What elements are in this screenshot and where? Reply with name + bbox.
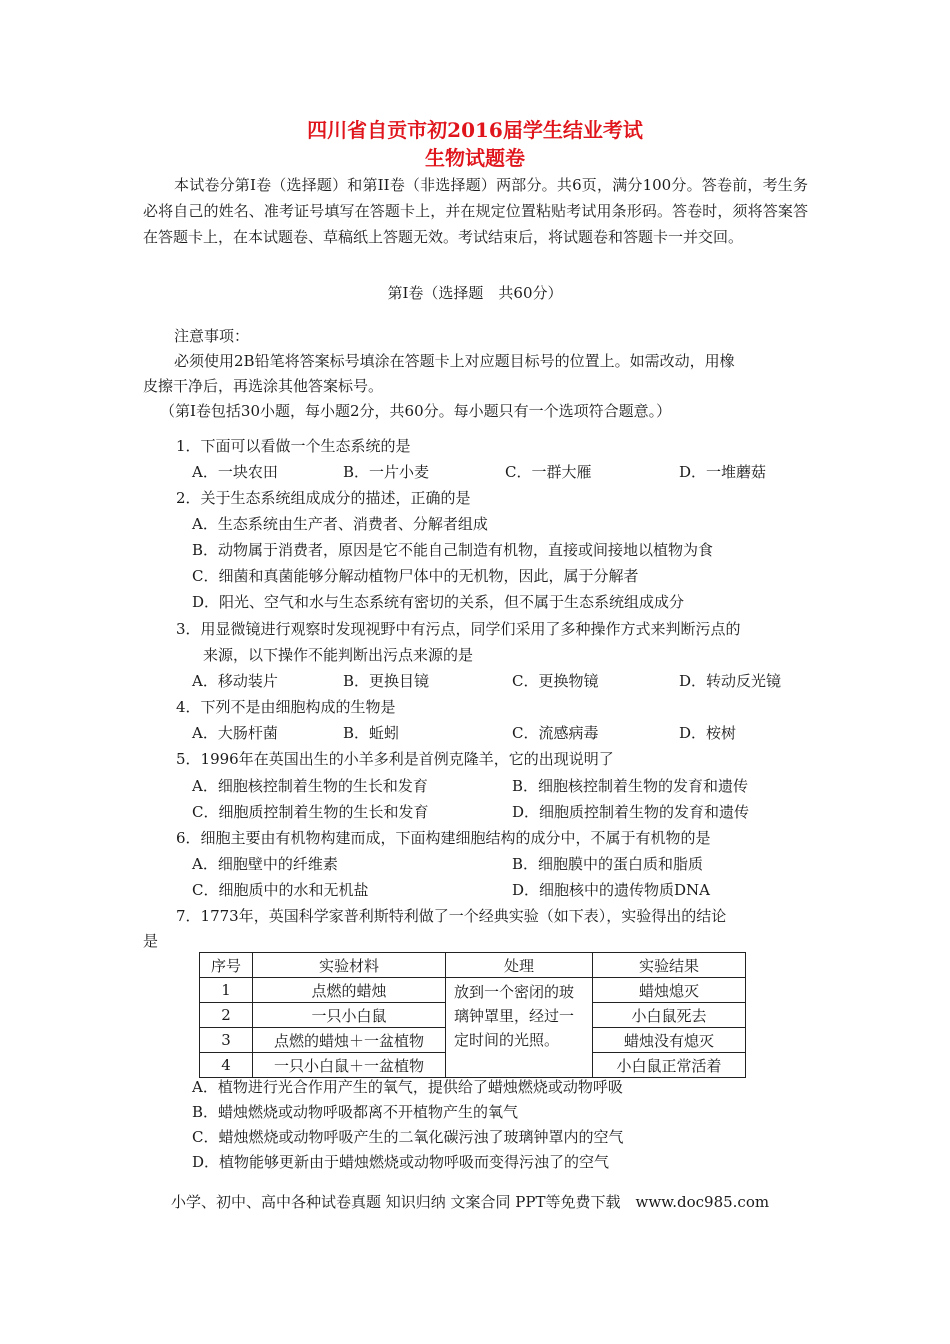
option-a: A．细胞壁中的纤维素 [192,855,338,873]
question-stem: 4．下列不是由细胞构成的生物是 [176,698,396,716]
table-header-row [200,953,746,978]
row-material: 一只小白鼠 [253,1003,446,1028]
option-c: C．细胞质控制着生物的生长和发育 [192,803,429,821]
option-b: B．动物属于消费者，原因是它不能自己制造有机物，直接或间接地以植物为食 [192,541,714,559]
row-result: 小白鼠死去 [593,1003,746,1028]
question-stem: 5．1996年在英国出生的小羊多利是首例克隆羊，它的出现说明了 [176,750,614,768]
row-number: 4 [200,1053,253,1078]
option-a: A．大肠杆菌 [192,724,278,742]
option-d: D．转动反光镜 [679,672,782,690]
question-stem-cont: 是 [143,932,159,950]
notice-title: 注意事项： [174,327,250,345]
option-c: C．细胞质中的水和无机盐 [192,881,369,899]
question-stem: 6．细胞主要由有机物构建而成，下面构建细胞结构的成分中，不属于有机物的是 [176,829,711,847]
page-footer: 小学、初中、高中各种试卷真题 知识归纳 文案合同 PPT等免费下载 www.doc985.com [171,1193,770,1211]
column-header: 处理 [446,953,593,978]
option-b: B．更换目镜 [343,672,430,690]
row-number: 1 [200,978,253,1003]
question-stem: 1．下面可以看做一个生态系统的是 [176,437,411,455]
column-header: 序号 [200,953,253,978]
option-a: A．植物进行光合作用产生的氧气，提供给了蜡烛燃烧或动物呼吸 [192,1078,623,1096]
row-result: 小白鼠正常活着 [593,1053,746,1078]
exam-title: 四川省自贡市初2016届学生结业考试 [307,118,643,142]
option-a: A．移动装片 [192,672,278,690]
column-header: 实验材料 [253,953,446,978]
row-material: 点燃的蜡烛＋一盆植物 [253,1028,446,1053]
row-material: 一只小白鼠＋一盆植物 [253,1053,446,1078]
option-b: B．细胞膜中的蛋白质和脂质 [512,855,704,873]
section-heading: 第Ⅰ卷（选择题 共60分） [387,284,563,302]
option-c: C．流感病毒 [512,724,599,742]
option-d: D．植物能够更新由于蜡烛燃烧或动物呼吸而变得污浊了的空气 [192,1153,610,1171]
question-stem-cont: 来源，以下操作不能判断出污点来源的是 [203,646,474,664]
option-b: B．蜡烛燃烧或动物呼吸都离不开植物产生的氧气 [192,1103,519,1121]
option-a: A．一块农田 [192,463,278,481]
exam-subtitle: 生物试题卷 [425,146,525,170]
row-number: 3 [200,1028,253,1053]
option-b: B．蚯蚓 [343,724,400,742]
option-c: C．蜡烛燃烧或动物呼吸产生的二氧化碳污浊了玻璃钟罩内的空气 [192,1128,624,1146]
question-stem: 3．用显微镜进行观察时发现视野中有污点，同学们采用了多种操作方式来判断污点的 [176,620,741,638]
option-c: C．一群大雁 [505,463,592,481]
option-d: D．细胞核中的遗传物质DNA [512,881,711,899]
treatment-cell: 放到一个密闭的玻璃钟罩里，经过一定时间的光照。 [446,978,593,1078]
intro-paragraph: 本试卷分第Ⅰ卷（选择题）和第II卷（非选择题）两部分。共6页，满分100分。答卷前，考生务必将自己的姓名、准考证号填写在答题卡上，并在规定位置粘贴考试用条形码。答卷时，须将答案答在答题卡上，在本试题卷、草稿纸上答题无效。考试结束后，将试题卷和答题卡一并交回。 [143,176,808,246]
row-result: 蜡烛没有熄灭 [593,1028,746,1053]
notice-line: （第Ⅰ卷包括30小题，每小题2分，共60分。每小题只有一个选项符合题意。） [160,402,672,420]
option-d: D．一堆蘑菇 [679,463,767,481]
option-d: D．阳光、空气和水与生态系统有密切的关系，但不属于生态系统组成成分 [192,593,685,611]
row-result: 蜡烛熄灭 [593,978,746,1003]
option-b: B．细胞核控制着生物的发育和遗传 [512,777,749,795]
option-c: C．细菌和真菌能够分解动植物尸体中的无机物，因此，属于分解者 [192,567,639,585]
option-c: C．更换物镜 [512,672,599,690]
question-stem: 2．关于生态系统组成成分的描述，正确的是 [176,489,471,507]
option-a: A．生态系统由生产者、消费者、分解者组成 [192,515,488,533]
column-header: 实验结果 [593,953,746,978]
option-d: D．桉树 [679,724,737,742]
row-number: 2 [200,1003,253,1028]
row-material: 点燃的蜡烛 [253,978,446,1003]
option-d: D．细胞质控制着生物的发育和遗传 [512,803,750,821]
notice-line: 必须使用2B铅笔将答案标号填涂在答题卡上对应题目标号的位置上。如需改动，用橡 [174,352,735,370]
notice-line: 皮擦干净后，再选涂其他答案标号。 [143,377,384,395]
option-b: B．一片小麦 [343,463,430,481]
option-a: A．细胞核控制着生物的生长和发育 [192,777,428,795]
question-stem: 7．1773年，英国科学家普利斯特利做了一个经典实验（如下表），实验得出的结论 [176,907,727,925]
experiment-table [199,952,746,1078]
table-row [200,978,746,1003]
